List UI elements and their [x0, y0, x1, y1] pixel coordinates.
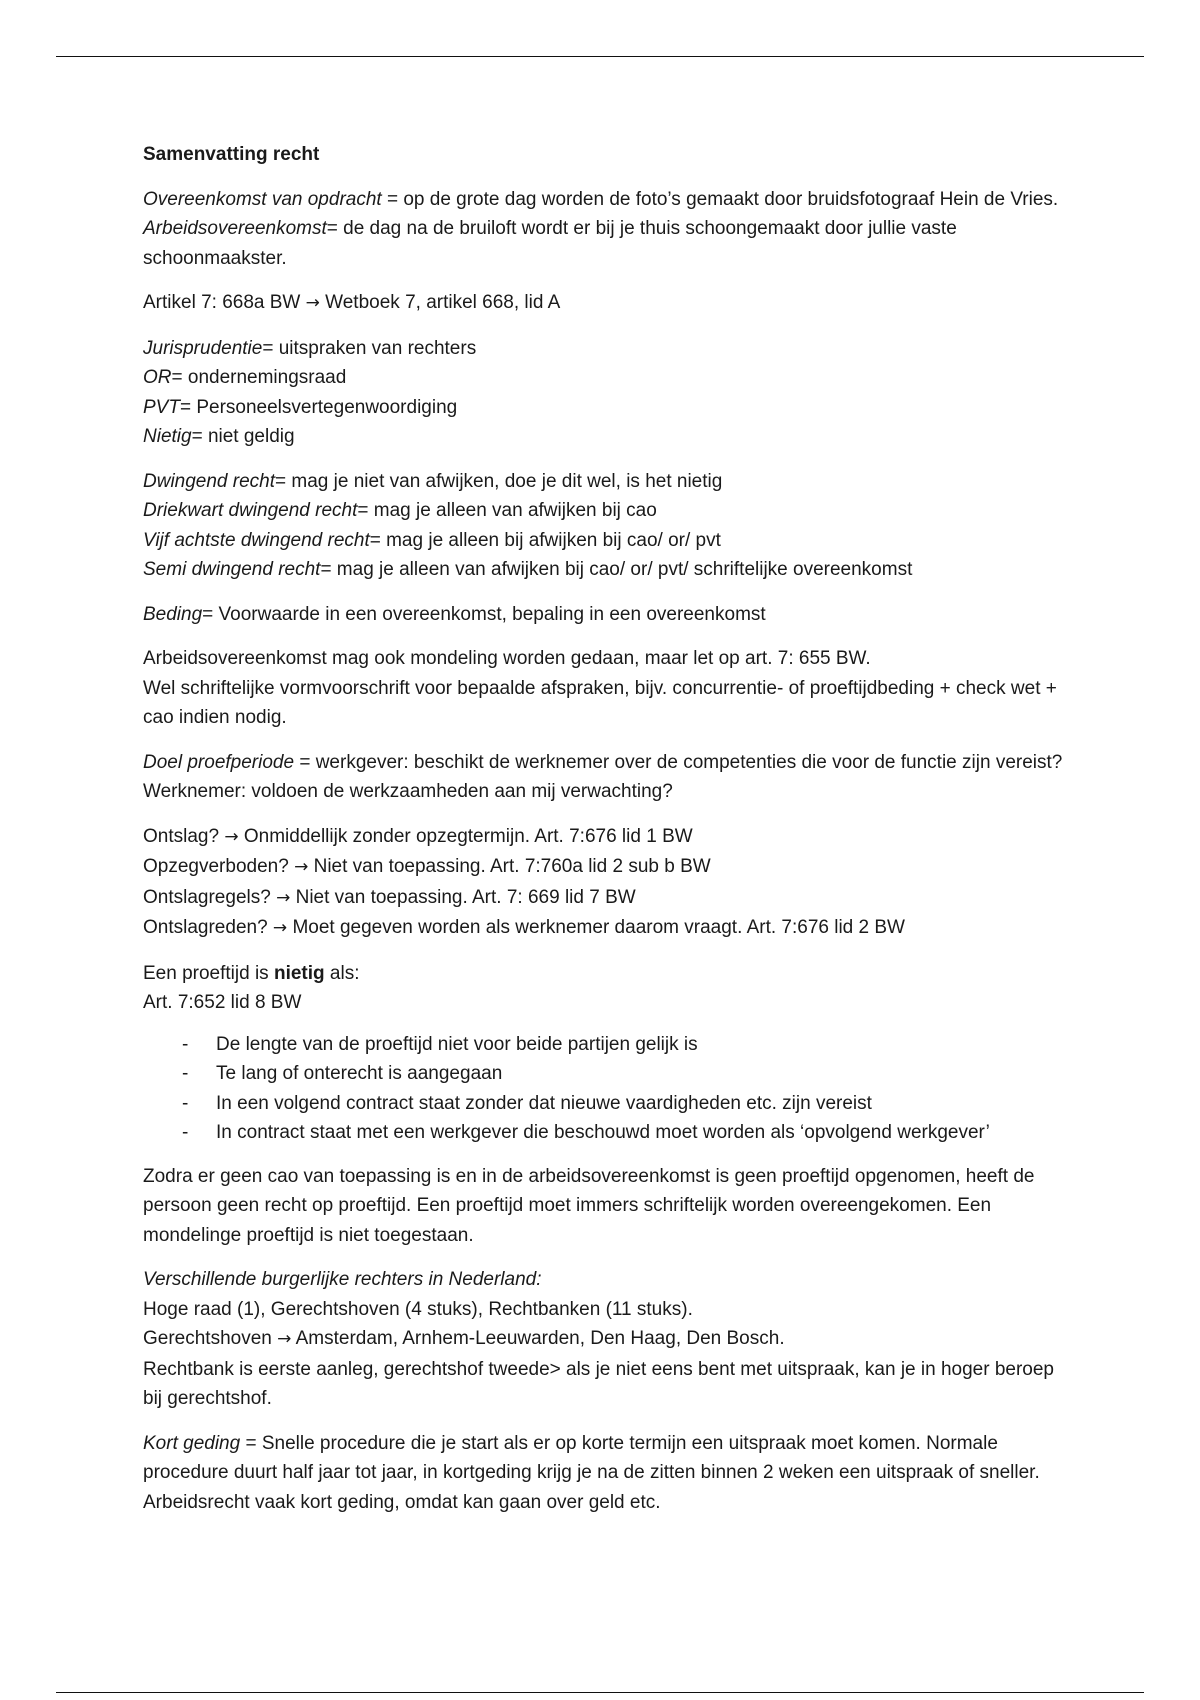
ontslag-question: Ontslag?: [143, 825, 225, 847]
ontslag-answer: Onmiddellijk zonder opzegtermijn. Art. 7:676 lid 1 BW: [238, 825, 693, 847]
arrow-icon: →: [224, 826, 239, 847]
proeftijd-bullet-list: [143, 1030, 1063, 1148]
term-vijf-achtste-dwingend-recht: Vijf achtste dwingend recht: [143, 529, 370, 551]
list-item: [143, 1089, 1063, 1119]
list-item: [143, 1059, 1063, 1089]
proeftijd-post: als:: [324, 962, 360, 984]
def-pvt: = Personeelsvertegenwoordiging: [179, 396, 458, 418]
paragraph-artikel: [143, 288, 1063, 319]
term-arbeidsovereenkomst: Arbeidsovereenkomst: [143, 218, 327, 239]
term-driekwart-dwingend-recht: Driekwart dwingend recht: [143, 500, 358, 521]
paragraph-dwingend-recht: [143, 467, 1063, 585]
paragraph-ontslag: [143, 822, 1063, 944]
dash-bullet-icon: -: [182, 1063, 189, 1084]
arrow-icon: →: [305, 293, 320, 313]
list-item: [143, 1118, 1063, 1148]
def-vijf-achtste-dwingend-recht: = mag je alleen bij afwijken bij cao/ or/ pvt: [369, 529, 721, 551]
def-nietig: = niet geldig: [191, 426, 295, 447]
term-nietig: Nietig: [143, 426, 192, 447]
proeftijd-bold: nietig: [273, 962, 325, 984]
rechters-line-1: Hoge raad (1), Gerechtshoven (4 stuks), Rechtbanken (11 stuks).: [143, 1298, 693, 1320]
rechters-heading: Verschillende burgerlijke rechters in Nederland:: [143, 1269, 542, 1290]
opzegverboden-answer: Niet van toepassing. Art. 7:760a lid 2 sub b BW: [308, 856, 711, 877]
paragraph-definitions: [143, 334, 1063, 452]
list-item-text: Te lang of onterecht is aangegaan: [216, 1063, 503, 1084]
rechters-line-2b: Amsterdam, Arnhem-Leeuwarden, Den Haag, Den Bosch.: [291, 1328, 785, 1349]
article-left: Artikel 7: 668a BW: [143, 292, 306, 313]
term-beding: Beding: [143, 603, 203, 625]
def-doel-proefperiode: = werkgever: beschikt de werknemer over de competenties die voor de functie zijn vereist? Werknemer: voldoen de werkzaamheden aan mij verwachting?: [143, 751, 1063, 802]
opzegverboden-question: Opzegverboden?: [143, 856, 295, 877]
list-item-text: In contract staat met een werkgever die beschouwd moet worden als ‘opvolgend werkgever’: [216, 1122, 990, 1143]
header-rule: [56, 56, 1144, 57]
arbeid-line-2: Wel schriftelijke vormvoorschrift voor bepaalde afspraken, bijv. concurrentie- of proeftijdbeding + check wet + cao indien nodig.: [143, 677, 1057, 728]
def-arbeidsovereenkomst: = de dag na de bruiloft wordt er bij je thuis schoongemaakt door jullie vaste schoonmaakster.: [143, 218, 957, 269]
def-dwingend-recht: = mag je niet van afwijken, doe je dit wel, is het nietig: [275, 470, 723, 492]
def-or: = ondernemingsraad: [171, 367, 347, 388]
arbeid-line-1: Arbeidsovereenkomst mag ook mondeling worden gedaan, maar let op art. 7: 655 BW.: [143, 648, 871, 669]
term-or: OR: [143, 367, 172, 388]
page-title: Samenvatting recht: [143, 144, 320, 165]
ontslagreden-question: Ontslagreden?: [143, 917, 273, 938]
list-item-text: In een volgend contract staat zonder dat nieuwe vaardigheden etc. zijn vereist: [216, 1092, 872, 1114]
arrow-icon: →: [294, 857, 309, 877]
ontslagregels-question: Ontslagregels?: [143, 886, 277, 908]
def-driekwart-dwingend-recht: = mag je alleen van afwijken bij cao: [357, 500, 657, 521]
paragraph-rechters: [143, 1265, 1063, 1414]
rechters-line-2a: Gerechtshoven: [143, 1328, 278, 1349]
def-beding: = Voorwaarde in een overeenkomst, bepaling in een overeenkomst: [202, 603, 766, 625]
term-doel-proefperiode: Doel proefperiode: [143, 751, 295, 773]
term-kort-geding: Kort geding: [143, 1432, 241, 1454]
proeftijd-pre: Een proeftijd is: [143, 962, 274, 984]
arrow-icon: →: [276, 887, 291, 908]
paragraph-zodra: Zodra er geen cao van toepassing is en in de arbeidsovereenkomst is geen proeftijd opgenomen, heeft de persoon geen recht op proeftijd. Een proeftijd moet immers schriftelijk worden overeengekomen. Een mondelinge proeftijd is niet toegestaan.: [143, 1165, 1035, 1246]
ontslagregels-answer: Niet van toepassing. Art. 7: 669 lid 7 BW: [290, 886, 636, 908]
paragraph-overeenkomst: [143, 185, 1063, 274]
paragraph-kort-geding: [143, 1429, 1063, 1518]
term-overeenkomst-van-opdracht: Overeenkomst van opdracht: [143, 188, 382, 210]
def-jurisprudentie: = uitspraken van rechters: [262, 337, 477, 359]
list-item-text: De lengte van de proeftijd niet voor beide partijen gelijk is: [216, 1033, 698, 1055]
article-right: Wetboek 7, artikel 668, lid A: [319, 292, 561, 313]
term-semi-dwingend-recht: Semi dwingend recht: [143, 559, 321, 580]
term-pvt: PVT: [143, 396, 180, 418]
dash-bullet-icon: -: [182, 1033, 189, 1055]
paragraph-arbeidsovereenkomst: [143, 644, 1063, 733]
document-body: [143, 140, 1063, 1532]
arrow-icon: →: [272, 918, 288, 938]
footer-rule: [56, 1692, 1144, 1693]
term-jurisprudentie: Jurisprudentie: [143, 337, 263, 359]
arrow-icon: →: [277, 1329, 292, 1349]
rechters-line-3: Rechtbank is eerste aanleg, gerechtshof tweede> als je niet eens bent met uitspraak, kan je in hoger beroep bij gerechtshof.: [143, 1358, 1054, 1409]
dash-bullet-icon: -: [182, 1092, 189, 1114]
paragraph-doel-proefperiode: [143, 748, 1063, 807]
dash-bullet-icon: -: [182, 1122, 189, 1143]
ontslagreden-answer: Moet gegeven worden als werknemer daarom vraagt. Art. 7:676 lid 2 BW: [287, 917, 905, 938]
def-kort-geding: = Snelle procedure die je start als er op korte termijn een uitspraak moet komen. Normale procedure duurt half jaar tot jaar, in kortgeding krijg je na de zitten binnen 2 weken een uitspraak of sneller. Arbeidsrecht vaak kort geding, omdat kan gaan over geld etc.: [143, 1432, 1040, 1513]
list-item: [143, 1030, 1063, 1060]
def-semi-dwingend-recht: = mag je alleen van afwijken bij cao/ or/ pvt/ schriftelijke overeenkomst: [320, 559, 913, 580]
proeftijd-ref: Art. 7:652 lid 8 BW: [143, 992, 302, 1013]
paragraph-proeftijd: [143, 959, 1063, 1018]
paragraph-beding: [143, 600, 1063, 630]
term-dwingend-recht: Dwingend recht: [143, 470, 276, 492]
def-overeenkomst-van-opdracht: = op de grote dag worden de foto’s gemaakt door bruidsfotograaf Hein de Vries.: [381, 188, 1059, 210]
